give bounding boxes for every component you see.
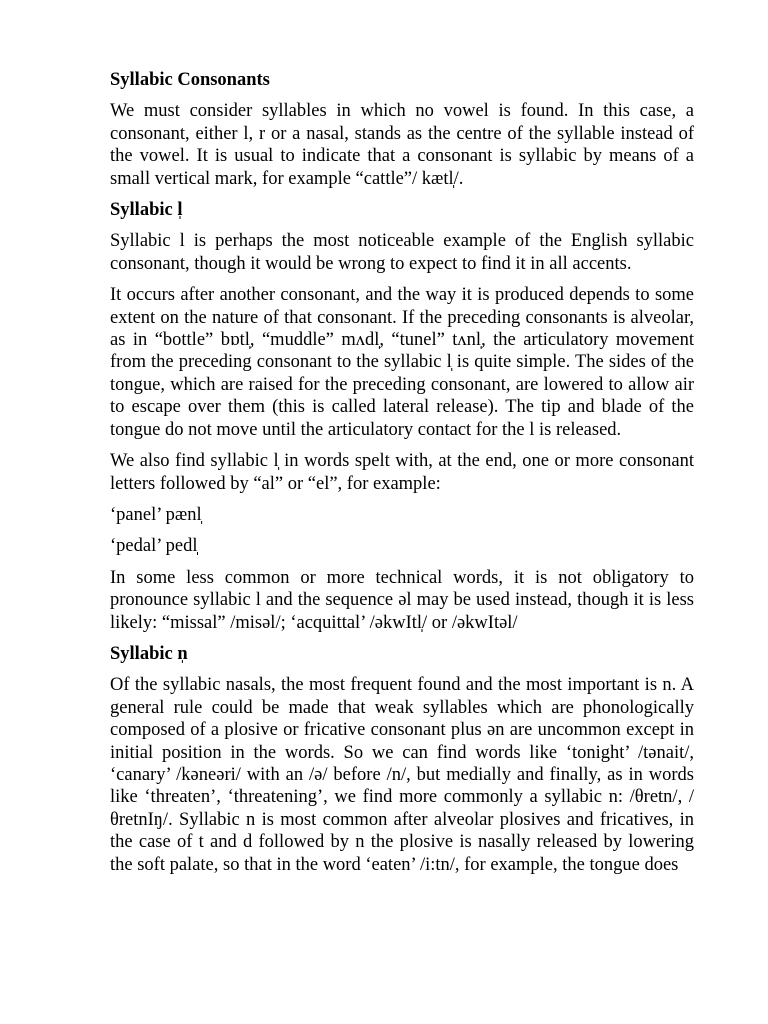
example-panel: ‘panel’ pænl̩ [110,504,202,525]
intro-paragraph: We must consider syllables in which no vowel is found. In this case, a consonant, either l, r or a nasal, stands as the centre of the syllable instead of the vowel. It is usual to indicate that a consonant is syllabic by means of a small vertical mark, for example “cattle”/ kætl̩/. [110,101,694,189]
document-page [110,69,694,885]
syllabic-l-paragraph-3: We also find syllabic l̩ in words spelt with, at the end, one or more consonant letters followed by “al” or “el”, for example: [110,451,694,494]
example-pedal: ‘pedal’ pedl̩ [110,536,198,557]
heading-syllabic-consonants: Syllabic Consonants [110,70,270,90]
syllabic-l-paragraph-4: In some less common or more technical words, it is not obligatory to pronounce syllabic l and the sequence əl may be used instead, though it is less likely: “missal” /misəl/; ‘acquittal’ /əkwItl̩/ or /əkwItəl/ [110,567,694,633]
syllabic-l-paragraph-1: Syllabic l is perhaps the most noticeable example of the English syllabic consonant, though it would be wrong to expect to find it in all accents. [110,231,694,274]
syllabic-n-paragraph-1: Of the syllabic nasals, the most frequent found and the most important is n. A general rule could be made that weak syllables which are phonologically composed of a plosive or fricative consonant plus ən are uncommon except in initial position in the words. So we can find words like ‘tonight’ /tənait/, ‘canary’ /kəneəri/ with an /ə/ before /n/, but medially and finally, as in words like ‘threaten’, ‘threatening’, we find more commonly a syllabic n: /θretn/, /θretnIŋ/. Syllabic n is most common after alveolar plosives and fricatives, in the case of t and d followed by n the plosive is nasally released by lowering the soft palate, so that in the word ‘eaten’ /i:tn/, for example, the tongue does [110,675,694,875]
heading-syllabic-l: Syllabic l̩ [110,200,183,221]
syllabic-l-paragraph-2: It occurs after another consonant, and the way it is produced depends to some extent on the nature of that consonant. If the preceding consonants is alveolar, as in “bottle” bɒtl̩, “muddle” mʌdl̩, “tunel” tʌnl̩, the articulatory movement from the preceding consonant to the syllabic l̩ is quite simple. The sides of the tongue, which are raised for the preceding consonant, are lowered to allow air to escape over them (this is called lateral release). The tip and blade of the tongue do not move until the articulatory contact for the l is released. [110,285,694,440]
heading-syllabic-n: Syllabic n̩ [110,643,188,664]
